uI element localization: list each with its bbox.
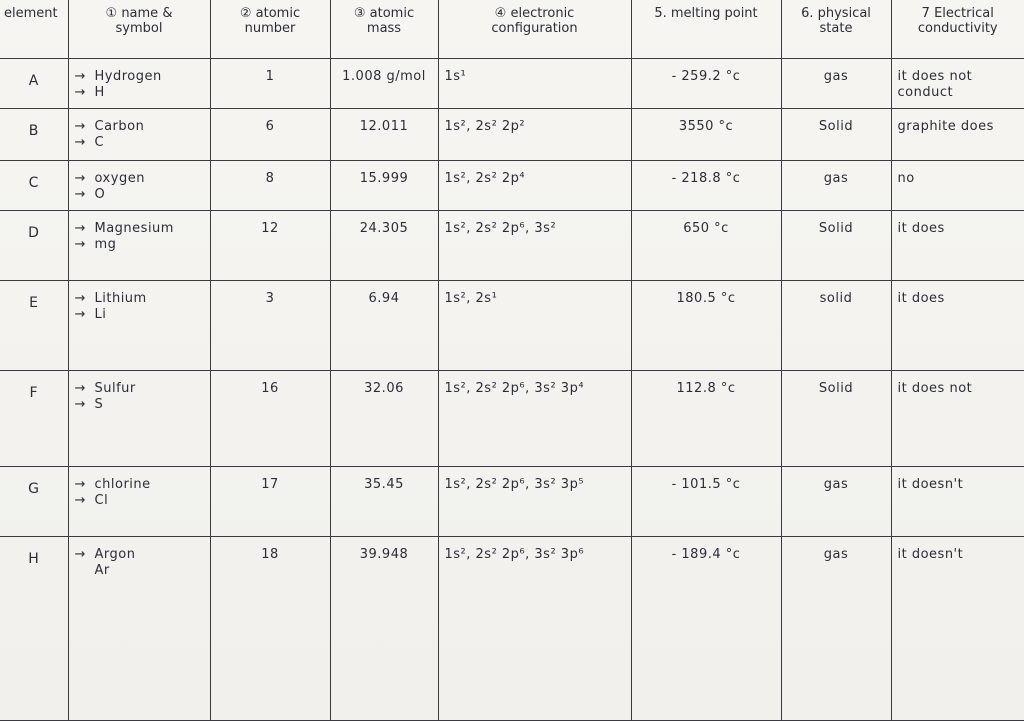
arrow-icon: → [75, 171, 95, 187]
electrical-conductivity: it doesn't [892, 467, 1024, 493]
table-row [0, 280, 1024, 370]
element-symbol: Cl [95, 493, 109, 508]
element-name: Magnesium [95, 221, 174, 236]
header-atomic-mass [330, 0, 438, 58]
melting-point: 112.8 °c [632, 371, 781, 397]
atomic-mass: 15.999 [331, 161, 438, 187]
element-name: Argon [95, 547, 136, 562]
table-row [0, 210, 1024, 280]
element-symbol: C [95, 135, 105, 150]
name-symbol-cell [69, 59, 210, 101]
physical-state: gas [782, 537, 891, 563]
atomic-number: 18 [211, 537, 330, 563]
atomic-number: 3 [211, 281, 330, 307]
header-physical-state [781, 0, 891, 58]
header-label: element [0, 0, 68, 21]
header-label: 6. physical state [782, 0, 891, 36]
atomic-mass: 35.45 [331, 467, 438, 493]
atomic-mass: 32.06 [331, 371, 438, 397]
table-row [0, 108, 1024, 160]
element-symbol: mg [95, 237, 117, 252]
element-symbol: S [95, 397, 104, 412]
header-label: 7 Electrical conductivity [892, 0, 1024, 36]
atomic-mass: 1.008 g/mol [331, 59, 438, 85]
header-electrical-conductivity [891, 0, 1024, 58]
table-row [0, 58, 1024, 108]
name-symbol-cell [69, 109, 210, 151]
atomic-number: 8 [211, 161, 330, 187]
header-label: ② atomic number [211, 0, 330, 36]
name-symbol-cell [69, 371, 210, 413]
element-symbol: Ar [95, 563, 110, 578]
element-letter: D [0, 211, 68, 241]
arrow-icon: → [75, 119, 95, 135]
arrow-icon: → [75, 291, 95, 307]
arrow-icon: → [75, 307, 95, 323]
arrow-icon: → [75, 237, 95, 253]
arrow-icon: → [75, 547, 95, 563]
arrow-icon: → [75, 69, 95, 85]
melting-point: - 101.5 °c [632, 467, 781, 493]
melting-point: 180.5 °c [632, 281, 781, 307]
physical-state: solid [782, 281, 891, 307]
electrical-conductivity: it does [892, 211, 1024, 237]
electrical-conductivity: graphite does [892, 109, 1024, 135]
table-row [0, 536, 1024, 720]
electronic-configuration: 1s², 2s² 2p² [439, 109, 631, 135]
header-melting-point [631, 0, 781, 58]
physical-state: gas [782, 59, 891, 85]
arrow-icon: → [75, 381, 95, 397]
element-letter: E [0, 281, 68, 311]
electrical-conductivity: no [892, 161, 1024, 187]
name-symbol-cell [69, 537, 210, 579]
header-atomic-number [210, 0, 330, 58]
physical-state: gas [782, 467, 891, 493]
atomic-number: 1 [211, 59, 330, 85]
element-letter: F [0, 371, 68, 401]
name-symbol-cell [69, 281, 210, 323]
name-symbol-cell [69, 467, 210, 509]
atomic-mass: 12.011 [331, 109, 438, 135]
physical-state: gas [782, 161, 891, 187]
element-symbol: O [95, 187, 106, 202]
arrow-icon: → [75, 187, 95, 203]
table-row [0, 466, 1024, 536]
atomic-mass: 39.948 [331, 537, 438, 563]
element-symbol: Li [95, 307, 107, 322]
element-name: Sulfur [95, 381, 136, 396]
atomic-number: 17 [211, 467, 330, 493]
atomic-number: 12 [211, 211, 330, 237]
element-symbol: H [95, 85, 105, 100]
element-name: Carbon [95, 119, 145, 134]
header-label: 5. melting point [632, 0, 781, 21]
electrical-conductivity: it does not [892, 371, 1024, 397]
physical-state: Solid [782, 109, 891, 135]
table-row [0, 370, 1024, 466]
element-letter: B [0, 109, 68, 139]
electronic-configuration: 1s², 2s² 2p⁶, 3s² 3p⁵ [439, 467, 631, 493]
arrow-icon: → [75, 397, 95, 413]
electrical-conductivity: it does [892, 281, 1024, 307]
melting-point: - 259.2 °c [632, 59, 781, 85]
electronic-configuration: 1s², 2s² 2p⁴ [439, 161, 631, 187]
name-symbol-cell [69, 161, 210, 203]
element-name: oxygen [95, 171, 145, 186]
atomic-number: 16 [211, 371, 330, 397]
electronic-configuration: 1s², 2s¹ [439, 281, 631, 307]
melting-point: - 218.8 °c [632, 161, 781, 187]
element-letter: C [0, 161, 68, 191]
melting-point: 3550 °c [632, 109, 781, 135]
header-element [0, 0, 68, 58]
arrow-icon: → [75, 477, 95, 493]
arrow-icon: → [75, 221, 95, 237]
name-symbol-cell [69, 211, 210, 253]
atomic-mass: 24.305 [331, 211, 438, 237]
electronic-configuration: 1s¹ [439, 59, 631, 85]
atomic-mass: 6.94 [331, 281, 438, 307]
element-letter: H [0, 537, 68, 567]
atomic-number: 6 [211, 109, 330, 135]
element-letter: G [0, 467, 68, 497]
element-name: Lithium [95, 291, 147, 306]
electrical-conductivity: it doesn't [892, 537, 1024, 563]
melting-point: 650 °c [632, 211, 781, 237]
electronic-configuration: 1s², 2s² 2p⁶, 3s² 3p⁴ [439, 371, 631, 397]
header-row [0, 0, 1024, 58]
header-name-symbol [68, 0, 210, 58]
physical-state: Solid [782, 211, 891, 237]
element-name: chlorine [95, 477, 151, 492]
header-label: ③ atomic mass [331, 0, 438, 36]
arrow-icon: → [75, 85, 95, 101]
header-electronic-configuration [438, 0, 631, 58]
header-label: ① name & symbol [69, 0, 210, 36]
element-name: Hydrogen [95, 69, 162, 84]
physical-state: Solid [782, 371, 891, 397]
header-label: ④ electronic configuration [439, 0, 631, 36]
arrow-icon: → [75, 135, 95, 151]
element-letter: A [0, 59, 68, 89]
melting-point: - 189.4 °c [632, 537, 781, 563]
electrical-conductivity: it does not conduct [892, 59, 1024, 101]
arrow-icon: → [75, 493, 95, 509]
table-row [0, 160, 1024, 210]
electronic-configuration: 1s², 2s² 2p⁶, 3s² 3p⁶ [439, 537, 631, 563]
electronic-configuration: 1s², 2s² 2p⁶, 3s² [439, 211, 631, 237]
